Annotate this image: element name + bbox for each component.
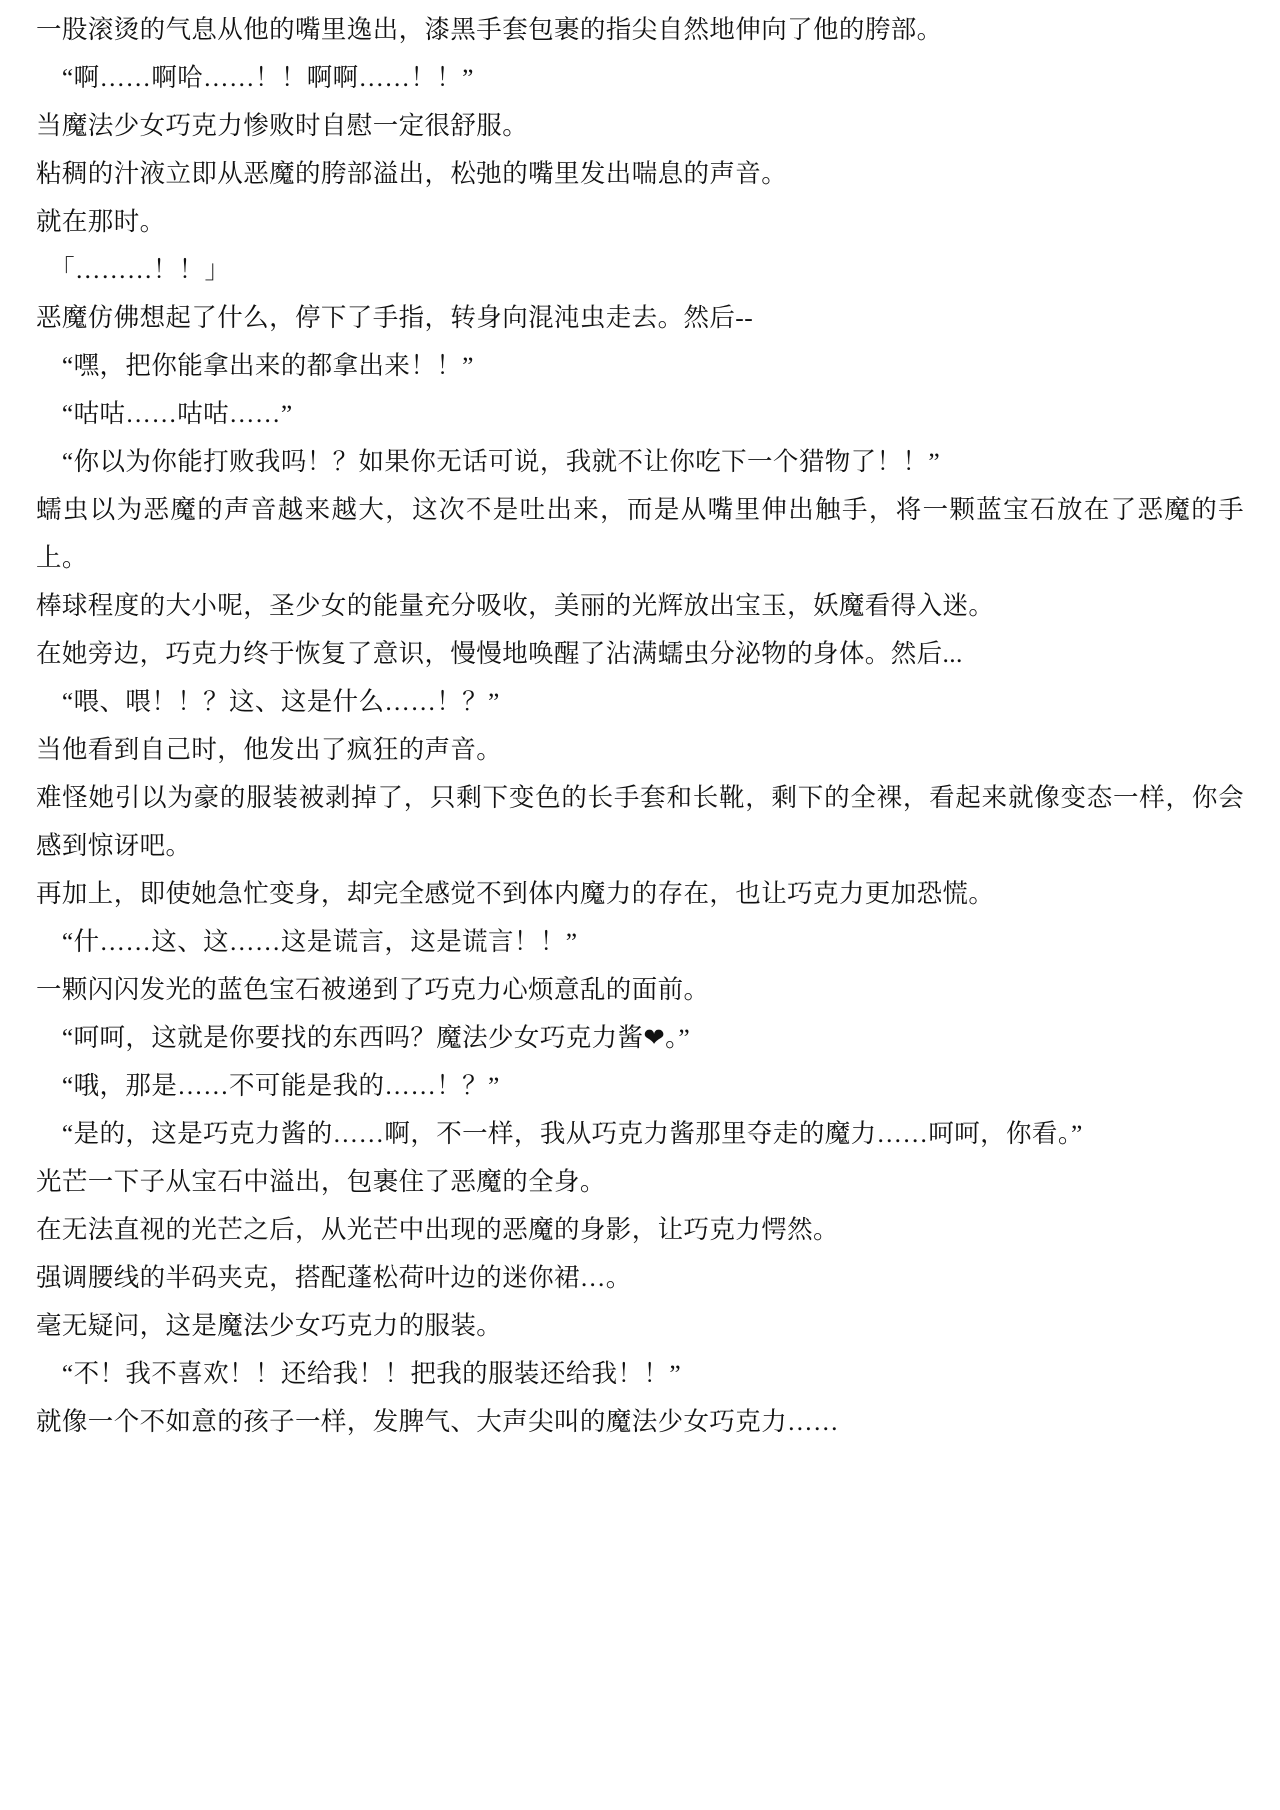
paragraph: 一股滚烫的气息从他的嘴里逸出，漆黑手套包裹的指尖自然地伸向了他的胯部。 (36, 15, 943, 44)
paragraph: 恶魔仿佛想起了什么，停下了手指，转身向混沌虫走去。然后-- (36, 303, 754, 332)
paragraph: 当他看到自己时，他发出了疯狂的声音。 (36, 735, 503, 764)
paragraph: “嘿，把你能拿出来的都拿出来！！” (36, 351, 474, 380)
paragraph: “什……这、这……这是谎言，这是谎言！！” (36, 927, 578, 956)
paragraph: “咕咕……咕咕……” (36, 399, 293, 428)
paragraph: 强调腰线的半码夹克，搭配蓬松荷叶边的迷你裙…。 (36, 1263, 632, 1292)
paragraph: 当魔法少女巧克力惨败时自慰一定很舒服。 (36, 111, 529, 140)
paragraph: “你以为你能打败我吗！？如果你无话可说，我就不让你吃下一个猎物了！！” (36, 447, 941, 476)
paragraph: 光芒一下子从宝石中溢出，包裹住了恶魔的全身。 (36, 1167, 606, 1196)
paragraph: 就在那时。 (36, 207, 166, 236)
paragraph: “哦，那是……不可能是我的……！？” (36, 1071, 500, 1100)
paragraph: 蠕虫以为恶魔的声音越来越大，这次不是吐出来，而是从嘴里伸出触手，将一颗蓝宝石放在了恶魔的手上。 (36, 495, 1244, 572)
paragraph: 在她旁边，巧克力终于恢复了意识，慢慢地唤醒了沾满蠕虫分泌物的身体。然后... (36, 639, 963, 668)
paragraph: 再加上，即使她急忙变身，却完全感觉不到体内魔力的存在，也让巧克力更加恐慌。 (36, 879, 995, 908)
paragraph: 难怪她引以为豪的服装被剥掉了，只剩下变色的长手套和长靴，剩下的全裸，看起来就像变态一样，你会感到惊讶吧。 (36, 783, 1244, 860)
paragraph: “不！我不喜欢！！还给我！！把我的服装还给我！！” (36, 1359, 682, 1388)
paragraph: “啊……啊哈……！！啊啊……！！” (36, 63, 474, 92)
paragraph: 粘稠的汁液立即从恶魔的胯部溢出，松弛的嘴里发出喘息的声音。 (36, 159, 788, 188)
paragraph: 「………！！」 (36, 255, 231, 284)
paragraph: 棒球程度的大小呢，圣少女的能量充分吸收，美丽的光辉放出宝玉，妖魔看得入迷。 (36, 591, 995, 620)
paragraph: “喂、喂！！？这、这是什么……！？” (36, 687, 500, 716)
paragraph: 就像一个不如意的孩子一样，发脾气、大声尖叫的魔法少女巧克力…… (36, 1407, 839, 1436)
paragraph: 毫无疑问，这是魔法少女巧克力的服装。 (36, 1311, 503, 1340)
paragraph: “呵呵，这就是你要找的东西吗？魔法少女巧克力酱❤。” (36, 1023, 691, 1052)
paragraph: 一颗闪闪发光的蓝色宝石被递到了巧克力心烦意乱的面前。 (36, 975, 710, 1004)
paragraph: 在无法直视的光芒之后，从光芒中出现的恶魔的身影，让巧克力愕然。 (36, 1215, 839, 1244)
paragraph: “是的，这是巧克力酱的……啊，不一样，我从巧克力酱那里夺走的魔力……呵呵，你看。” (36, 1119, 1083, 1148)
